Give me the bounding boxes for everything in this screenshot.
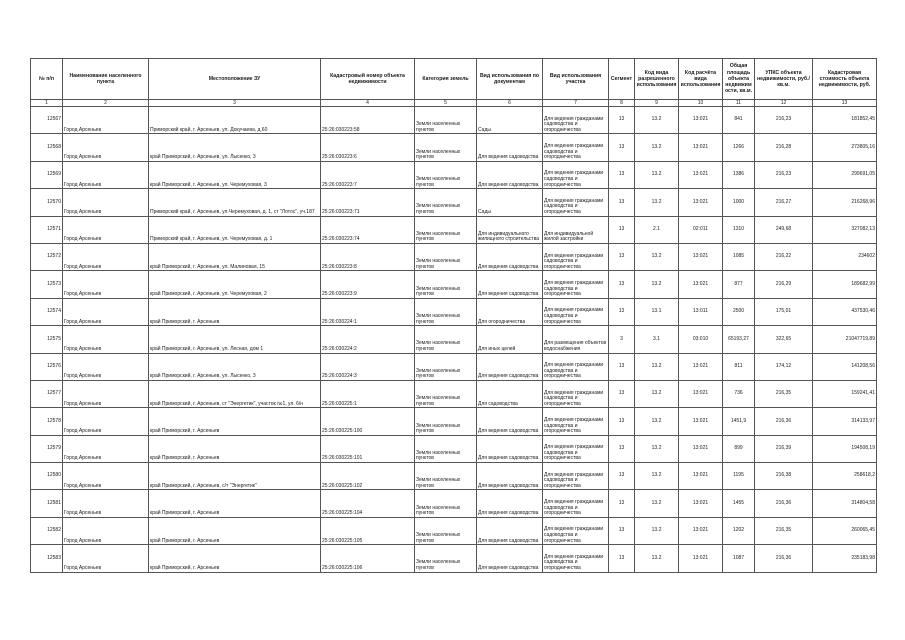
area: 1310 bbox=[723, 216, 755, 243]
documented-use: Для ведения садоводства bbox=[477, 545, 543, 572]
cadastral-number: 25:26:030225:1 bbox=[321, 380, 415, 407]
land-location: край Приморский, г. Арсеньев bbox=[149, 408, 321, 435]
column-header: Код вида разрешенного использования bbox=[635, 59, 679, 100]
area: 736 bbox=[723, 380, 755, 407]
column-number: 4 bbox=[321, 100, 415, 107]
permitted-use-code: 13.2 bbox=[635, 517, 679, 544]
upks-value: 174,12 bbox=[755, 353, 813, 380]
column-number: 3 bbox=[149, 100, 321, 107]
table-row bbox=[31, 189, 877, 216]
upks-value: 216,27 bbox=[755, 189, 813, 216]
column-header: Кадастровая стоимость объекта недвижимости, руб. bbox=[813, 59, 877, 100]
land-category: Земли населенных пунктов bbox=[415, 271, 477, 298]
area: 877 bbox=[723, 271, 755, 298]
cadastral-cost: 194508,19 bbox=[813, 435, 877, 462]
permitted-use-code: 13.1 bbox=[635, 298, 679, 325]
actual-use: Для индивидуальной жилой застройки bbox=[543, 216, 609, 243]
land-location: край Приморский, г. Арсеньев bbox=[149, 517, 321, 544]
row-number: 12573 bbox=[31, 271, 63, 298]
area: 1386 bbox=[723, 161, 755, 188]
segment: 13 bbox=[609, 161, 635, 188]
town-name: Город Арсеньев bbox=[63, 353, 149, 380]
town-name: Город Арсеньев bbox=[63, 380, 149, 407]
column-number: 12 bbox=[755, 100, 813, 107]
cadastral-number: 25:26:030223:7 bbox=[321, 161, 415, 188]
table-row bbox=[31, 161, 877, 188]
documented-use: Для ведения садоводства bbox=[477, 243, 543, 270]
row-number: 12568 bbox=[31, 134, 63, 161]
land-category: Земли населенных пунктов bbox=[415, 490, 477, 517]
calc-code: 13:021 bbox=[679, 161, 723, 188]
row-number: 12575 bbox=[31, 326, 63, 353]
upks-value: 216,29 bbox=[755, 271, 813, 298]
cadastral-cost: 216268,96 bbox=[813, 189, 877, 216]
actual-use: Для ведения гражданами садоводства и огородничества bbox=[543, 380, 609, 407]
documented-use: Для садоводства bbox=[477, 380, 543, 407]
row-number: 12576 bbox=[31, 353, 63, 380]
area: 811 bbox=[723, 353, 755, 380]
land-category: Земли населенных пунктов bbox=[415, 134, 477, 161]
area: 1085 bbox=[723, 243, 755, 270]
segment: 13 bbox=[609, 463, 635, 490]
land-location: Приморский край, г. Арсеньев, ул.Черемуховая, д. 1, ст "Лотос", уч.187 bbox=[149, 189, 321, 216]
land-category: Земли населенных пунктов bbox=[415, 435, 477, 462]
actual-use: Для ведения гражданами садоводства и огородничества bbox=[543, 189, 609, 216]
row-number: 12579 bbox=[31, 435, 63, 462]
town-name: Город Арсеньев bbox=[63, 107, 149, 134]
cadastral-cost: 189682,99 bbox=[813, 271, 877, 298]
permitted-use-code: 13.2 bbox=[635, 463, 679, 490]
land-location: край Приморский, г. Арсеньев bbox=[149, 490, 321, 517]
permitted-use-code: 13.2 bbox=[635, 243, 679, 270]
area: 1451,9 bbox=[723, 408, 755, 435]
column-number: 7 bbox=[543, 100, 609, 107]
permitted-use-code: 13.2 bbox=[635, 353, 679, 380]
calc-code: 13:021 bbox=[679, 107, 723, 134]
permitted-use-code: 13.2 bbox=[635, 161, 679, 188]
row-number: 12582 bbox=[31, 517, 63, 544]
actual-use: Для ведения гражданами садоводства и огородничества bbox=[543, 243, 609, 270]
cadastral-number: 25:26:030224:2 bbox=[321, 326, 415, 353]
calc-code: 13:021 bbox=[679, 463, 723, 490]
upks-value: 175,01 bbox=[755, 298, 813, 325]
table-row bbox=[31, 380, 877, 407]
cadastral-number: 25:26:030225:102 bbox=[321, 463, 415, 490]
actual-use: Для ведения гражданами садоводства и огородничества bbox=[543, 107, 609, 134]
calc-code: 13:021 bbox=[679, 545, 723, 572]
land-category: Земли населенных пунктов bbox=[415, 243, 477, 270]
column-header: Вид использования по документам bbox=[477, 59, 543, 100]
permitted-use-code: 13.2 bbox=[635, 134, 679, 161]
land-location: край Приморский, г. Арсеньев, ул. Лысенко, 3 bbox=[149, 134, 321, 161]
segment: 13 bbox=[609, 189, 635, 216]
land-location: край Приморский, г. Арсеньев, ул. Черемуховая, 2 bbox=[149, 271, 321, 298]
upks-value: 216,28 bbox=[755, 134, 813, 161]
column-number: 1 bbox=[31, 100, 63, 107]
cadastral-number: 25:26:030223:71 bbox=[321, 189, 415, 216]
upks-value: 216,36 bbox=[755, 408, 813, 435]
cadastral-value-table bbox=[30, 58, 877, 573]
documented-use: Для ведения садоводства bbox=[477, 435, 543, 462]
area: 1266 bbox=[723, 134, 755, 161]
actual-use: Для ведения гражданами садоводства и огородничества bbox=[543, 298, 609, 325]
actual-use: Для ведения гражданами садоводства и огородничества bbox=[543, 545, 609, 572]
row-number: 12581 bbox=[31, 490, 63, 517]
documented-use: Для ведения садоводства bbox=[477, 490, 543, 517]
land-location: Приморский край, г. Арсеньев, ул. Докучаева, д.60 bbox=[149, 107, 321, 134]
town-name: Город Арсеньев bbox=[63, 517, 149, 544]
row-number: 12569 bbox=[31, 161, 63, 188]
row-number: 12580 bbox=[31, 463, 63, 490]
segment: 13 bbox=[609, 380, 635, 407]
row-number: 12570 bbox=[31, 189, 63, 216]
cadastral-number: 25:26:030225:106 bbox=[321, 545, 415, 572]
cadastral-number: 25:26:030224:1 bbox=[321, 298, 415, 325]
town-name: Город Арсеньев bbox=[63, 435, 149, 462]
upks-value: 216,35 bbox=[755, 380, 813, 407]
cadastral-cost: 235183,98 bbox=[813, 545, 877, 572]
permitted-use-code: 13.2 bbox=[635, 380, 679, 407]
calc-code: 13:021 bbox=[679, 353, 723, 380]
town-name: Город Арсеньев bbox=[63, 408, 149, 435]
area: 1202 bbox=[723, 517, 755, 544]
documented-use: Для огородничества bbox=[477, 298, 543, 325]
land-location: край Приморский, г. Арсеньев, ул. Лысенко, 3 bbox=[149, 353, 321, 380]
cadastral-number: 25:26:030223:58 bbox=[321, 107, 415, 134]
table-row bbox=[31, 517, 877, 544]
calc-code: 02:011 bbox=[679, 216, 723, 243]
table-row bbox=[31, 107, 877, 134]
segment: 13 bbox=[609, 435, 635, 462]
actual-use: Для ведения гражданами садоводства и огородничества bbox=[543, 353, 609, 380]
documented-use: Для индивидуального жилищного строительства bbox=[477, 216, 543, 243]
segment: 13 bbox=[609, 490, 635, 517]
documented-use: Для ведения садоводства bbox=[477, 353, 543, 380]
land-location: край Приморский, г. Арсеньев bbox=[149, 298, 321, 325]
row-number: 12574 bbox=[31, 298, 63, 325]
calc-code: 13:021 bbox=[679, 271, 723, 298]
column-number: 5 bbox=[415, 100, 477, 107]
cadastral-cost: 21047719,89 bbox=[813, 326, 877, 353]
upks-value: 249,68 bbox=[755, 216, 813, 243]
column-number: 10 bbox=[679, 100, 723, 107]
town-name: Город Арсеньев bbox=[63, 326, 149, 353]
column-number: 6 bbox=[477, 100, 543, 107]
upks-value: 216,36 bbox=[755, 490, 813, 517]
upks-value: 216,38 bbox=[755, 463, 813, 490]
table-row bbox=[31, 545, 877, 572]
cadastral-number: 25:26:030223:74 bbox=[321, 216, 415, 243]
cadastral-cost: 141208,56 bbox=[813, 353, 877, 380]
town-name: Город Арсеньев bbox=[63, 271, 149, 298]
land-category: Земли населенных пунктов bbox=[415, 463, 477, 490]
actual-use: Для ведения гражданами садоводства и огородничества bbox=[543, 490, 609, 517]
actual-use: Для ведения гражданами садоводства и огородничества bbox=[543, 463, 609, 490]
documented-use: Для ведения садоводства bbox=[477, 463, 543, 490]
upks-value: 216,23 bbox=[755, 161, 813, 188]
land-category: Земли населенных пунктов bbox=[415, 380, 477, 407]
segment: 13 bbox=[609, 216, 635, 243]
documented-use: Для ведения садоводства bbox=[477, 271, 543, 298]
area: 899 bbox=[723, 435, 755, 462]
calc-code: 03:010 bbox=[679, 326, 723, 353]
documented-use: Для ведения садоводства bbox=[477, 408, 543, 435]
segment: 13 bbox=[609, 271, 635, 298]
cadastral-number: 25:26:030224:3 bbox=[321, 353, 415, 380]
cadastral-number: 25:26:030223:6 bbox=[321, 134, 415, 161]
calc-code: 13:021 bbox=[679, 435, 723, 462]
column-header: № п/п bbox=[31, 59, 63, 100]
cadastral-cost: 314133,97 bbox=[813, 408, 877, 435]
cadastral-cost: 258618,2 bbox=[813, 463, 877, 490]
town-name: Город Арсеньев bbox=[63, 243, 149, 270]
actual-use: Для ведения гражданами садоводства и огородничества bbox=[543, 408, 609, 435]
segment: 3 bbox=[609, 326, 635, 353]
permitted-use-code: 13.2 bbox=[635, 271, 679, 298]
land-location: край Приморский, г. Арсеньев, ул. Лесная, дом 1 bbox=[149, 326, 321, 353]
calc-code: 13:021 bbox=[679, 134, 723, 161]
documented-use: Для иных целей bbox=[477, 326, 543, 353]
cadastral-number: 25:26:030223:9 bbox=[321, 271, 415, 298]
actual-use: Для ведения гражданами садоводства и огородничества bbox=[543, 134, 609, 161]
documented-use: Для ведения садоводства bbox=[477, 161, 543, 188]
town-name: Город Арсеньев bbox=[63, 545, 149, 572]
town-name: Город Арсеньев bbox=[63, 134, 149, 161]
permitted-use-code: 13.2 bbox=[635, 107, 679, 134]
land-category: Земли населенных пунктов bbox=[415, 326, 477, 353]
column-number: 8 bbox=[609, 100, 635, 107]
cadastral-cost: 260065,45 bbox=[813, 517, 877, 544]
land-location: край Приморский, г. Арсеньев, ул. Малиновая, 15 bbox=[149, 243, 321, 270]
area: 1195 bbox=[723, 463, 755, 490]
actual-use: Для ведения гражданами садоводства и огородничества bbox=[543, 517, 609, 544]
table-row bbox=[31, 435, 877, 462]
row-number: 12577 bbox=[31, 380, 63, 407]
calc-code: 13:021 bbox=[679, 243, 723, 270]
land-location: край Приморский, г. Арсеньев, ул. Черемуховая, 3 bbox=[149, 161, 321, 188]
table-row bbox=[31, 408, 877, 435]
cadastral-cost: 273805,16 bbox=[813, 134, 877, 161]
land-category: Земли населенных пунктов bbox=[415, 216, 477, 243]
land-location: край Приморский, г. Арсеньев, ст "Энергетик", участок №1, ул. 6/н bbox=[149, 380, 321, 407]
land-category: Земли населенных пунктов bbox=[415, 107, 477, 134]
area: 1087 bbox=[723, 545, 755, 572]
row-number: 12578 bbox=[31, 408, 63, 435]
column-header: Категория земель bbox=[415, 59, 477, 100]
upks-value: 216,35 bbox=[755, 517, 813, 544]
row-number: 12571 bbox=[31, 216, 63, 243]
table-row bbox=[31, 353, 877, 380]
cadastral-cost: 299691,05 bbox=[813, 161, 877, 188]
column-number: 13 bbox=[813, 100, 877, 107]
upks-value: 216,39 bbox=[755, 435, 813, 462]
cadastral-number: 25:26:030223:8 bbox=[321, 243, 415, 270]
segment: 13 bbox=[609, 134, 635, 161]
land-category: Земли населенных пунктов bbox=[415, 189, 477, 216]
column-number-row bbox=[31, 100, 877, 107]
permitted-use-code: 13.2 bbox=[635, 189, 679, 216]
cadastral-cost: 327082,13 bbox=[813, 216, 877, 243]
calc-code: 13:021 bbox=[679, 490, 723, 517]
segment: 13 bbox=[609, 243, 635, 270]
permitted-use-code: 13.2 bbox=[635, 490, 679, 517]
row-number: 12572 bbox=[31, 243, 63, 270]
land-location: край Приморский, г. Арсеньев, с/т "Энергетик" bbox=[149, 463, 321, 490]
column-header: Кадастровый номер объекта недвижимости bbox=[321, 59, 415, 100]
column-header: Общая площадь объекта недвижим ости, кв.м. bbox=[723, 59, 755, 100]
actual-use: Для ведения гражданами садоводства и огородничества bbox=[543, 435, 609, 462]
row-number: 12567 bbox=[31, 107, 63, 134]
upks-value: 216,36 bbox=[755, 545, 813, 572]
documented-use: Сады bbox=[477, 189, 543, 216]
town-name: Город Арсеньев bbox=[63, 189, 149, 216]
table-row bbox=[31, 134, 877, 161]
segment: 13 bbox=[609, 107, 635, 134]
column-header: Сегмент bbox=[609, 59, 635, 100]
town-name: Город Арсеньев bbox=[63, 161, 149, 188]
segment: 13 bbox=[609, 353, 635, 380]
cadastral-number: 25:26:030225:105 bbox=[321, 517, 415, 544]
calc-code: 13:021 bbox=[679, 517, 723, 544]
cadastral-number: 25:26:030225:104 bbox=[321, 490, 415, 517]
town-name: Город Арсеньев bbox=[63, 463, 149, 490]
table-row bbox=[31, 463, 877, 490]
land-category: Земли населенных пунктов bbox=[415, 517, 477, 544]
documented-use: Для ведения садоводства bbox=[477, 517, 543, 544]
town-name: Город Арсеньев bbox=[63, 490, 149, 517]
cadastral-cost: 314804,58 bbox=[813, 490, 877, 517]
cadastral-number: 25:26:030225:100 bbox=[321, 408, 415, 435]
documented-use: Сады bbox=[477, 107, 543, 134]
cadastral-cost: 234602 bbox=[813, 243, 877, 270]
town-name: Город Арсеньев bbox=[63, 216, 149, 243]
column-header: Местоположение ЗУ bbox=[149, 59, 321, 100]
table-row bbox=[31, 271, 877, 298]
column-number: 2 bbox=[63, 100, 149, 107]
area: 841 bbox=[723, 107, 755, 134]
land-category: Земли населенных пунктов bbox=[415, 545, 477, 572]
row-number: 12583 bbox=[31, 545, 63, 572]
land-category: Земли населенных пунктов bbox=[415, 408, 477, 435]
calc-code: 13:021 bbox=[679, 380, 723, 407]
segment: 13 bbox=[609, 298, 635, 325]
area: 2500 bbox=[723, 298, 755, 325]
table-row bbox=[31, 490, 877, 517]
area: 1000 bbox=[723, 189, 755, 216]
table-row bbox=[31, 216, 877, 243]
column-header: Код расчёта вида использования bbox=[679, 59, 723, 100]
documented-use: Для ведения садоводства bbox=[477, 134, 543, 161]
calc-code: 13:021 bbox=[679, 408, 723, 435]
land-location: край Приморский, г. Арсеньев bbox=[149, 545, 321, 572]
segment: 13 bbox=[609, 408, 635, 435]
table-body bbox=[31, 100, 877, 573]
land-category: Земли населенных пунктов bbox=[415, 298, 477, 325]
area: 65193,27 bbox=[723, 326, 755, 353]
document-sheet bbox=[30, 58, 876, 573]
permitted-use-code: 13.2 bbox=[635, 545, 679, 572]
cadastral-cost: 181852,45 bbox=[813, 107, 877, 134]
permitted-use-code: 13.2 bbox=[635, 435, 679, 462]
column-header: УПКС объекта недвижимости, руб./кв.м. bbox=[755, 59, 813, 100]
table-row bbox=[31, 298, 877, 325]
upks-value: 216,23 bbox=[755, 107, 813, 134]
table-row bbox=[31, 326, 877, 353]
table-row bbox=[31, 243, 877, 270]
column-header: Наименование населенного пункта bbox=[63, 59, 149, 100]
column-number: 9 bbox=[635, 100, 679, 107]
segment: 13 bbox=[609, 545, 635, 572]
column-header: Вид использования участка bbox=[543, 59, 609, 100]
header-row bbox=[31, 59, 877, 100]
land-category: Земли населенных пунктов bbox=[415, 353, 477, 380]
actual-use: Для ведения гражданами садоводства и огородничества bbox=[543, 271, 609, 298]
upks-value: 322,65 bbox=[755, 326, 813, 353]
actual-use: Для ведения гражданами садоводства и огородничества bbox=[543, 161, 609, 188]
permitted-use-code: 13.2 bbox=[635, 408, 679, 435]
cadastral-number: 25:26:030225:101 bbox=[321, 435, 415, 462]
cadastral-cost: 437530,46 bbox=[813, 298, 877, 325]
land-category: Земли населенных пунктов bbox=[415, 161, 477, 188]
land-location: край Приморский, г. Арсеньев bbox=[149, 435, 321, 462]
upks-value: 216,22 bbox=[755, 243, 813, 270]
permitted-use-code: 2.1 bbox=[635, 216, 679, 243]
column-number: 11 bbox=[723, 100, 755, 107]
calc-code: 13:021 bbox=[679, 189, 723, 216]
area: 1455 bbox=[723, 490, 755, 517]
calc-code: 13:011 bbox=[679, 298, 723, 325]
segment: 13 bbox=[609, 517, 635, 544]
land-location: Приморский край, г. Арсеньев, ул. Черемуховая, д. 1 bbox=[149, 216, 321, 243]
town-name: Город Арсеньев bbox=[63, 298, 149, 325]
actual-use: Для размещения объектов водоснабжения bbox=[543, 326, 609, 353]
permitted-use-code: 3.1 bbox=[635, 326, 679, 353]
cadastral-cost: 159241,41 bbox=[813, 380, 877, 407]
